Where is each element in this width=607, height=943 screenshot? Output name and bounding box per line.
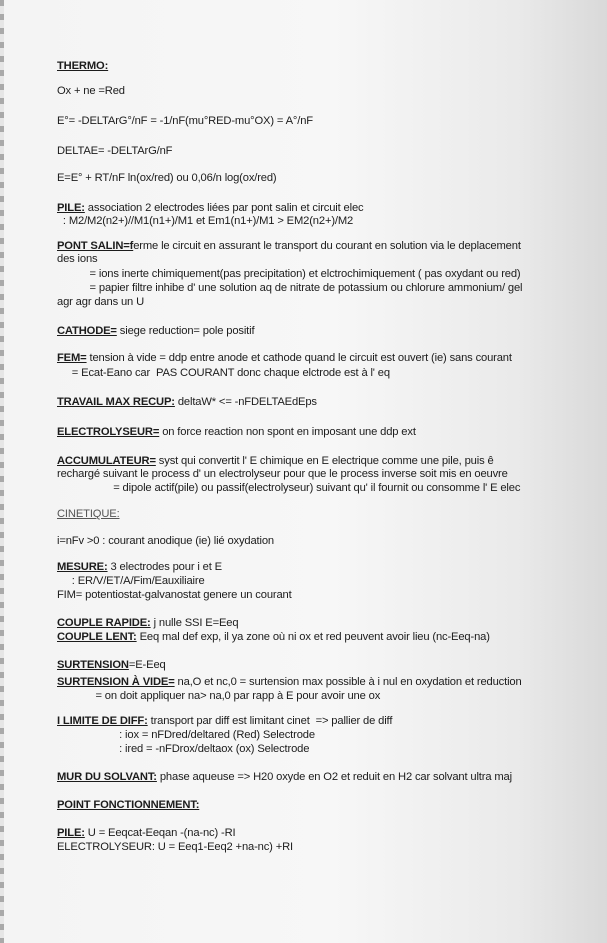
section-heading: CINETIQUE: xyxy=(57,508,120,520)
section-heading: ACCUMULATEUR= xyxy=(57,455,156,467)
note-text: rechargé suivant le process d' un electrolyseur pour que le process inverse soit mis en oeuvre xyxy=(57,468,508,480)
note-text: association 2 electrodes liées par pont salin et circuit elec xyxy=(84,202,364,214)
section-heading: SURTENSION À VIDE= xyxy=(57,676,175,688)
note-line xyxy=(57,827,235,840)
section-heading: PILE: xyxy=(57,827,85,839)
note-line xyxy=(57,367,390,380)
note-line xyxy=(57,455,494,468)
note-line xyxy=(57,282,522,295)
note-text: : iox = nFDred/deltared (Red) Selectrode xyxy=(57,729,315,741)
note-line xyxy=(57,659,166,672)
note-line xyxy=(57,617,238,630)
note-text: DELTAE= -DELTArG/nF xyxy=(57,145,173,157)
section-heading: CATHODE= xyxy=(57,325,117,337)
note-text: = on doit appliquer na> na,0 par rapp à E pour avoir une ox xyxy=(57,690,381,702)
note-text: : ired = -nFDrox/deltaox (ox) Selectrode xyxy=(57,743,310,755)
note-line xyxy=(57,468,508,481)
note-text: tension à vide = ddp entre anode et cathode quand le circuit est ouvert (ie) sans courant xyxy=(86,352,512,364)
section-heading: I LIMITE DE DIFF: xyxy=(57,715,148,727)
note-text: na,O et nc,0 = surtension max possible à i nul en oxydation et reduction xyxy=(174,676,522,688)
note-line xyxy=(57,296,144,309)
note-line xyxy=(57,561,222,574)
note-text: U = Eeqcat-Eeqan -(na-nc) -RI xyxy=(84,827,236,839)
note-text: : ER/V/ET/A/Fim/Eauxiliaire xyxy=(57,575,205,587)
note-text: : M2/M2(n2+)//M1(n1+)/M1 et Em1(n1+)/M1 > EM2(n2+)/M2 xyxy=(57,215,354,227)
section-heading: POINT FONCTIONNEMENT: xyxy=(57,799,200,811)
section-heading: FEM= xyxy=(57,352,87,364)
note-text: Ox + ne =Red xyxy=(57,85,125,97)
note-line xyxy=(57,268,521,281)
section-heading: PONT SALIN=f xyxy=(57,240,134,252)
section-heading: MESURE: xyxy=(57,561,108,573)
section-heading: ELECTROLYSEUR= xyxy=(57,426,160,438)
note-line xyxy=(57,743,309,756)
note-line xyxy=(57,85,125,98)
note-text: = dipole actif(pile) ou passif(electrolyseur) suivant qu' il fournit ou consomme l' E elec xyxy=(57,482,521,494)
note-text: E=E° + RT/nF ln(ox/red) ou 0,06/n log(ox/red) xyxy=(57,172,277,184)
note-text: = Ecat-Eano car PAS COURANT donc chaque elctrode est à l' eq xyxy=(57,367,390,379)
note-line xyxy=(57,799,199,812)
note-text: des ions xyxy=(57,253,98,265)
note-text: phase aqueuse => H20 oxyde en O2 et reduit en H2 car solvant ultra maj xyxy=(156,771,512,783)
note-text: =E-Eeq xyxy=(128,659,166,671)
section-heading: COUPLE RAPIDE: xyxy=(57,617,151,629)
section-heading: COUPLE LENT: xyxy=(57,631,137,643)
note-line xyxy=(57,631,490,644)
note-line xyxy=(57,715,392,728)
note-line xyxy=(57,575,205,588)
note-line xyxy=(57,396,317,409)
note-text: on force reaction non spont en imposant une ddp ext xyxy=(159,426,416,438)
note-text: siege reduction= pole positif xyxy=(116,325,255,337)
note-line xyxy=(57,690,380,703)
section-heading: TRAVAIL MAX RECUP: xyxy=(57,396,175,408)
note-text: FIM= potentiostat-galvanostat genere un courant xyxy=(57,589,292,601)
section-heading: SURTENSION xyxy=(57,659,129,671)
note-line xyxy=(57,145,172,158)
note-line xyxy=(57,172,277,185)
note-line xyxy=(57,729,315,742)
section-heading: THERMO: xyxy=(57,60,109,72)
section-heading: MUR DU SOLVANT: xyxy=(57,771,157,783)
section-heading: PILE: xyxy=(57,202,85,214)
note-text: deltaW* <= -nFDELTAEdEps xyxy=(174,396,317,408)
note-line xyxy=(57,771,512,784)
note-text: syst qui convertit l' E chimique en E electrique comme une pile, puis ê xyxy=(155,455,494,467)
note-text: erme le circuit en assurant le transport du courant en solution via le deplacement xyxy=(133,240,521,252)
note-text: i=nFv >0 : courant anodique (ie) lié oxydation xyxy=(57,535,274,547)
note-line xyxy=(57,589,292,602)
note-text: Eeq mal def exp, il ya zone où ni ox et red peuvent avoir lieu (nc-Eeq-na) xyxy=(136,631,490,643)
note-text: agr agr dans un U xyxy=(57,296,145,308)
note-line xyxy=(57,253,97,266)
note-text: ELECTROLYSEUR: U = Eeq1-Eeq2 +na-nc) +RI xyxy=(57,841,293,853)
note-text: transport par diff est limitant cinet => pallier de diff xyxy=(147,715,393,727)
note-line xyxy=(57,325,254,338)
note-line xyxy=(57,535,274,548)
note-text: j nulle SSI E=Eeq xyxy=(150,617,239,629)
note-line xyxy=(57,352,512,365)
binder-edge xyxy=(0,0,4,943)
note-line xyxy=(57,115,313,128)
note-line xyxy=(57,482,520,495)
note-text: = ions inerte chimiquement(pas precipitation) et elctrochimiquement ( pas oxydant ou red) xyxy=(57,268,521,280)
note-line xyxy=(57,215,353,228)
note-text: E°= -DELTArG°/nF = -1/nF(mu°RED-mu°OX) = A°/nF xyxy=(57,115,313,127)
note-line xyxy=(57,841,293,854)
note-text: = papier filtre inhibe d' une solution aq de nitrate de potassium ou chlorure ammonium/ gel xyxy=(57,282,523,294)
note-line xyxy=(57,202,363,215)
note-line xyxy=(57,676,522,689)
note-text: 3 electrodes pour i et E xyxy=(107,561,222,573)
note-line xyxy=(57,508,120,521)
note-line xyxy=(57,60,108,73)
note-line xyxy=(57,240,521,253)
note-line xyxy=(57,426,416,439)
